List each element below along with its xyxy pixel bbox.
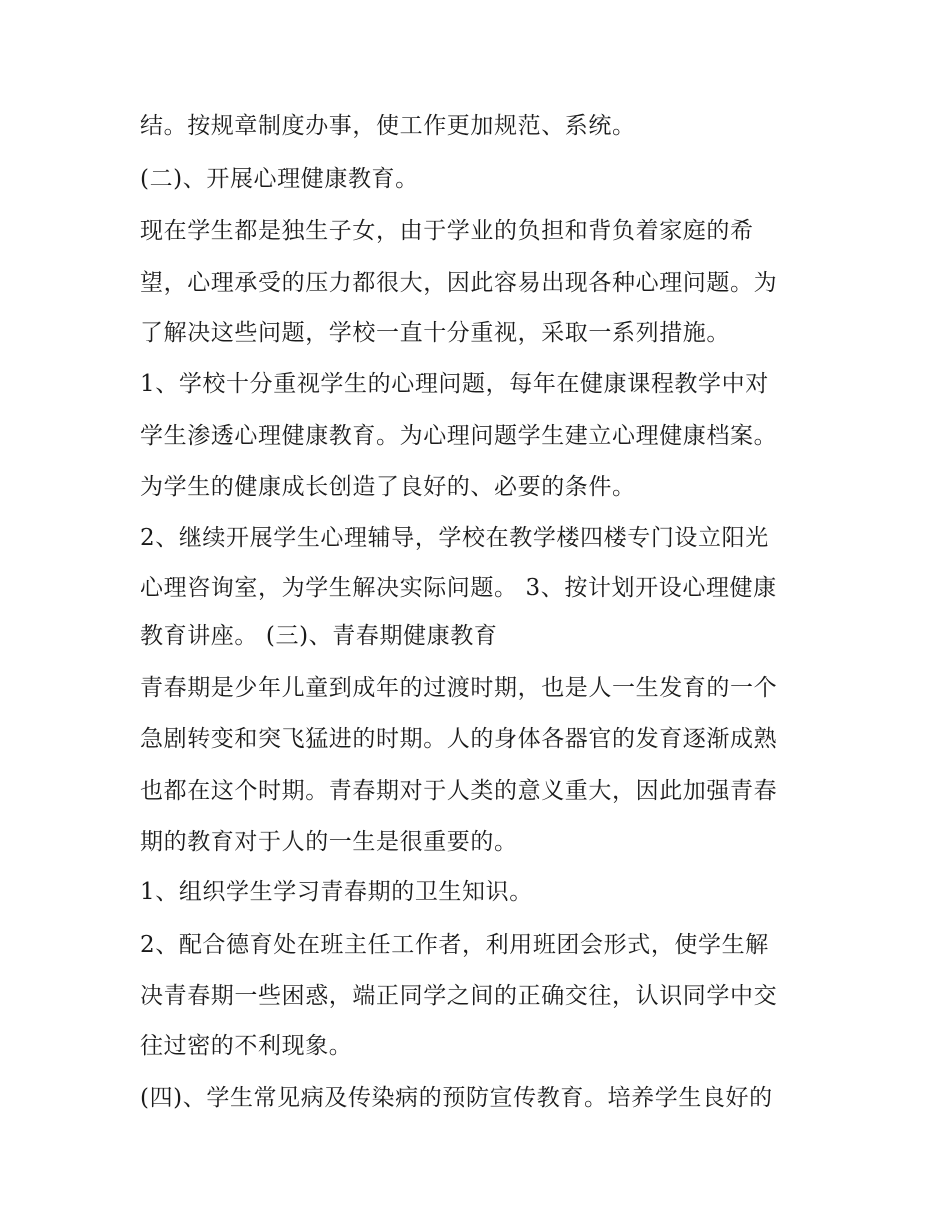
text-line: 也都在这个时期。青春期对于人类的意义重大，因此加强青春 [140,778,778,804]
text-line: 心理咨询室，为学生解决实际问题。 3、按计划开设心理健康 [140,575,777,601]
list-item-text: 2、配合德育处在班主任工作者，利用班团会形式，使学生解 [140,932,769,958]
text-line: 学生渗透心理健康教育。为心理问题学生建立心理健康档案。 [140,423,778,449]
text-line: 现在学生都是独生子女，由于学业的负担和背负着家庭的希 [140,218,754,244]
list-item-text: 1、组织学生学习青春期的卫生知识。 [140,879,533,905]
text-line: 教育讲座。 (三)、青春期健康教育 [140,623,498,649]
text-line: 结。按规章制度办事，使工作更加规范、系统。 [140,113,636,139]
text-line: 往过密的不利现象。 [140,1033,353,1059]
text-line: 望，心理承受的压力都很大，因此容易出现各种心理问题。为 [140,270,778,296]
text-line: 急剧转变和突飞猛进的时期。人的身体各器官的发育逐渐成熟 [140,726,778,752]
text-line: 为学生的健康成长创造了良好的、必要的条件。 [140,474,636,500]
text-line: 决青春期一些困惑，端正同学之间的正确交往，认识同学中交 [140,983,778,1009]
text-line: 青春期是少年儿童到成年的过渡时期，也是人一生发育的一个 [140,675,778,701]
section-heading: (四)、学生常见病及传染病的预防宣传教育。培养学生良好的 [140,1085,773,1111]
section-heading: (二)、开展心理健康教育。 [140,166,419,192]
text-line: 了解决这些问题，学校一直十分重视，采取一系列措施。 [140,320,730,346]
list-item-text: 2、继续开展学生心理辅导，学校在教学楼四楼专门设立阳光 [140,525,769,551]
text-line: 期的教育对于人的一生是很重要的。 [140,829,518,855]
list-item-text: 1、学校十分重视学生的心理问题，每年在健康课程教学中对 [140,371,769,397]
